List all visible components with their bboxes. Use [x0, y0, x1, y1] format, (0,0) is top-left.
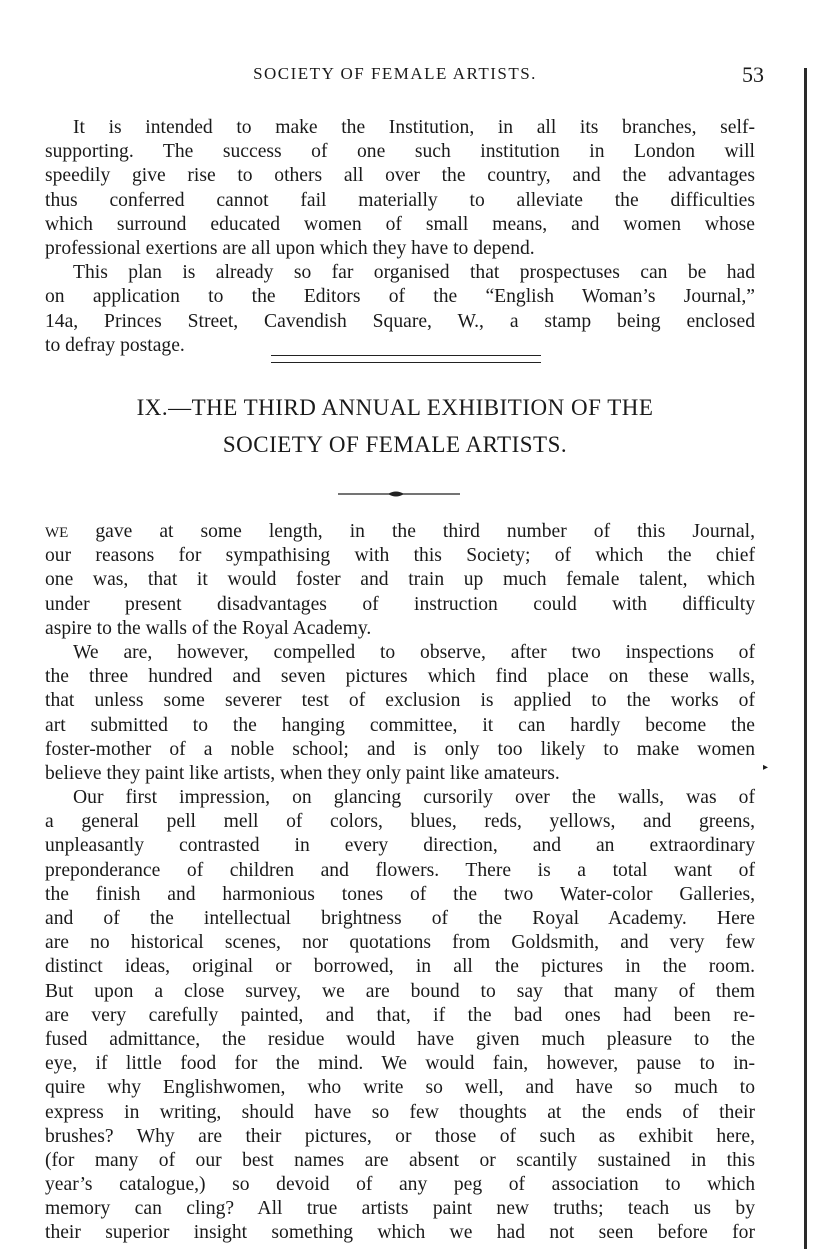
- text-line: memory can cling? All true artists paint new truths; teach us by: [45, 1198, 755, 1220]
- text-line: fused admittance, the residue would have given much pleasure to the: [45, 1028, 755, 1050]
- text-line: year’s catalogue,) so devoid of any peg of association to which: [45, 1174, 755, 1196]
- text-line: unpleasantly contrasted in every direction, and an extraordinary: [45, 835, 755, 857]
- text-line: express in writing, should have so few thoughts at the ends of their: [45, 1101, 755, 1123]
- text-line: speedily give rise to others all over the country, and the advantages: [45, 165, 755, 187]
- running-title: SOCIETY OF FEMALE ARTISTS.: [253, 64, 537, 83]
- text-line: eye, if little food for the mind. We would fain, however, pause to in-: [45, 1053, 755, 1075]
- text-line: art submitted to the hanging committee, it can hardly become the: [45, 714, 755, 736]
- text-line: to defray postage.: [45, 334, 185, 356]
- text-line: are very carefully painted, and that, if the bad ones had been re-: [45, 1004, 755, 1026]
- text-line: distinct ideas, original or borrowed, in all the pictures in the room.: [45, 956, 755, 978]
- text-line: believe they paint like artists, when they only paint like amateurs.: [45, 762, 560, 784]
- text-line: quire why Englishwomen, who write so well, and have so much to: [45, 1077, 755, 1099]
- text-line: foster-mother of a noble school; and is only too likely to make women: [45, 738, 755, 760]
- text-line: This plan is already so far organised that prospectuses can be had: [73, 262, 755, 284]
- text-line: the finish and harmonious tones of the two Water-color Galleries,: [45, 883, 755, 905]
- text-line: that unless some severer test of exclusion is applied to the works of: [45, 690, 755, 712]
- text-line: Our first impression, on glancing cursorily over the walls, was of: [73, 787, 755, 809]
- text-line: We are, however, compelled to observe, after two inspections of: [73, 641, 755, 663]
- text-line: our reasons for sympathising with this Society; of which the chief: [45, 545, 755, 567]
- text-line: 14a, Princes Street, Cavendish Square, W., a stamp being enclosed: [45, 310, 755, 332]
- article-body: [45, 520, 755, 1246]
- text-line: a general pell mell of colors, blues, reds, yellows, and greens,: [45, 811, 755, 833]
- text-line: the three hundred and seven pictures which find place on these walls,: [45, 666, 755, 688]
- running-head: [0, 62, 814, 92]
- text-line: It is intended to make the Institution, in all its branches, self-: [73, 117, 755, 138]
- text-line: are no historical scenes, nor quotations from Goldsmith, and very few: [45, 932, 755, 954]
- text-line: which surround educated women of small means, and women whose: [45, 213, 755, 235]
- text-line: (for many of our best names are absent or scantily sustained in this: [45, 1149, 755, 1171]
- double-rule-divider: [271, 355, 541, 363]
- page-edge-line: [804, 68, 807, 1249]
- text-line-first: [45, 520, 755, 544]
- dropcap-word: WE: [45, 525, 69, 541]
- margin-mark-icon: ▸: [762, 762, 768, 773]
- text-line: on application to the Editors of the “English Woman’s Journal,”: [45, 286, 755, 308]
- text-line: one was, that it would foster and train up much female talent, which: [45, 569, 755, 591]
- article-title-line-1: IX.—THE THIRD ANNUAL EXHIBITION OF THE: [136, 395, 654, 420]
- text-line: supporting. The success of one such institution in London will: [45, 141, 755, 163]
- text-line: brushes? Why are their pictures, or those of such as exhibit here,: [45, 1125, 755, 1147]
- page-number: 53: [742, 62, 764, 87]
- text-line: aspire to the walls of the Royal Academy.: [45, 617, 372, 639]
- text-line: thus conferred cannot fail materially to alleviate the difficulties: [45, 189, 755, 211]
- text-line: professional exertions are all upon which they have to depend.: [45, 237, 535, 259]
- text-line: their superior insight something which we had not seen before for: [45, 1222, 755, 1244]
- first-line-text: gave at some length, in the third number of this Journal,: [68, 521, 755, 542]
- ornament-divider: [338, 487, 460, 501]
- intro-paragraphs: [45, 116, 755, 358]
- text-line: and of the intellectual brightness of the Royal Academy. Here: [45, 908, 755, 929]
- text-line: But upon a close survey, we are bound to say that many of them: [45, 980, 755, 1002]
- text-line: preponderance of children and flowers. There is a total want of: [45, 859, 755, 881]
- text-line: under present disadvantages of instruction could with difficulty: [45, 593, 755, 615]
- article-title-line-2: SOCIETY OF FEMALE ARTISTS.: [222, 432, 568, 457]
